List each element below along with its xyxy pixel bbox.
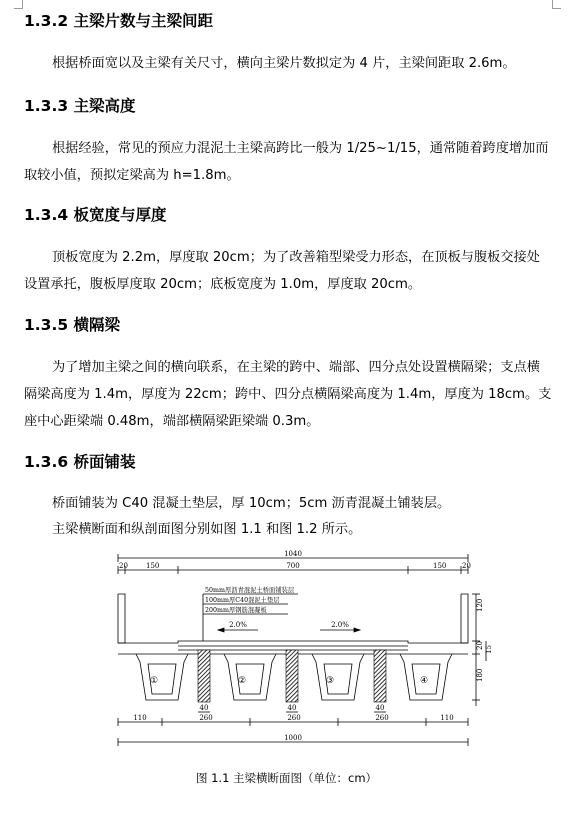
dim-girder-height: 180 — [476, 668, 484, 682]
section-heading-1-3-4: 1.3.4 板宽度与厚度 — [24, 206, 167, 224]
dim-deck-thickness: 20 — [476, 641, 484, 650]
dim-bottom-total: 1000 — [284, 734, 302, 742]
dim-spacing-3: 260 — [375, 714, 389, 722]
dim-roadway: 700 — [286, 562, 300, 570]
dim-right-rail: 20 — [462, 562, 471, 570]
slope-label-right: 2.0% — [331, 621, 349, 629]
paragraph-deck-pavement: 桥面铺装为 C40 混凝土垫层，厚 10cm；5cm 沥青混凝土铺装层。 — [52, 496, 451, 511]
dim-right-sidewalk: 150 — [433, 562, 447, 570]
dim-left-rail: 20 — [119, 562, 128, 570]
dim-haunch: 15 — [485, 645, 493, 654]
dim-left-sidewalk: 150 — [146, 562, 160, 570]
dim-diaphragm-2: 40 — [287, 704, 297, 712]
margin-corner-mark — [14, 0, 23, 9]
dim-spacing-2: 260 — [287, 714, 301, 722]
paragraph-plate-thickness: 顶板宽度为 2.2m，厚度取 20cm；为了改善箱型梁受力形态，在顶板与腹板交接处设置承托，腹板厚度取 20cm；底板宽度为 1.0m，厚度取 20cm。 — [24, 250, 540, 292]
beam-label-1: ① — [149, 676, 159, 686]
paragraph-diaphragm: 为了增加主梁之间的横向联系，在主梁的跨中、端部、四分点处设置横隔梁；支点横隔梁高度为 1.4m，厚度为 22cm；跨中、四分点横隔梁高度为 1.4m，厚度为 18cm。支座中心距梁端 0.48m，端部横隔梁距梁端 0.3m。 — [24, 360, 552, 429]
dim-diaphragm-1: 40 — [199, 704, 209, 712]
layer-label-asphalt: 50mm厚沥青混泥土桥面铺装层 — [205, 587, 295, 594]
figure-caption: 图 1.1 主梁横断面图（单位：cm） — [195, 771, 378, 785]
dim-diaphragm-3: 40 — [375, 704, 385, 712]
section-heading-1-3-5: 1.3.5 横隔梁 — [24, 316, 121, 334]
paragraph-girder-height: 根据经验，常见的预应力混泥土主梁高跨比一般为 1/25~1/15，通常随着跨度增加而取较小值，预拟定梁高为 h=1.8m。 — [24, 141, 549, 183]
layer-label-concrete: 100mm厚C40混泥土垫层 — [205, 597, 280, 604]
girder-cross-section-drawing — [98, 546, 493, 752]
beam-label-2: ② — [237, 676, 247, 686]
dim-spacing-1: 260 — [199, 714, 213, 722]
paragraph-girder-spacing: 根据桥面宽以及主梁有关尺寸，横向主梁片数拟定为 4 片，主梁间距取 2.6m。 — [52, 56, 516, 71]
beam-label-3: ③ — [325, 676, 335, 686]
margin-corner-mark — [552, 0, 561, 9]
section-heading-1-3-6: 1.3.6 桥面铺装 — [24, 453, 136, 471]
beam-label-4: ④ — [419, 676, 429, 686]
slope-label-left: 2.0% — [229, 621, 247, 629]
paragraph-figure-reference: 主梁横断面和纵剖面图分别如图 1.1 和图 1.2 所示。 — [52, 522, 362, 537]
section-heading-1-3-2: 1.3.2 主梁片数与主梁间距 — [24, 12, 214, 30]
dim-curb-height: 120 — [476, 598, 484, 612]
layer-label-slab: 200mm厚钢筋混凝板 — [205, 607, 267, 614]
section-heading-1-3-3: 1.3.3 主梁高度 — [24, 97, 136, 115]
dim-total-width: 1040 — [284, 550, 302, 558]
dim-left-edge: 110 — [133, 714, 147, 722]
dim-right-edge: 110 — [440, 714, 454, 722]
